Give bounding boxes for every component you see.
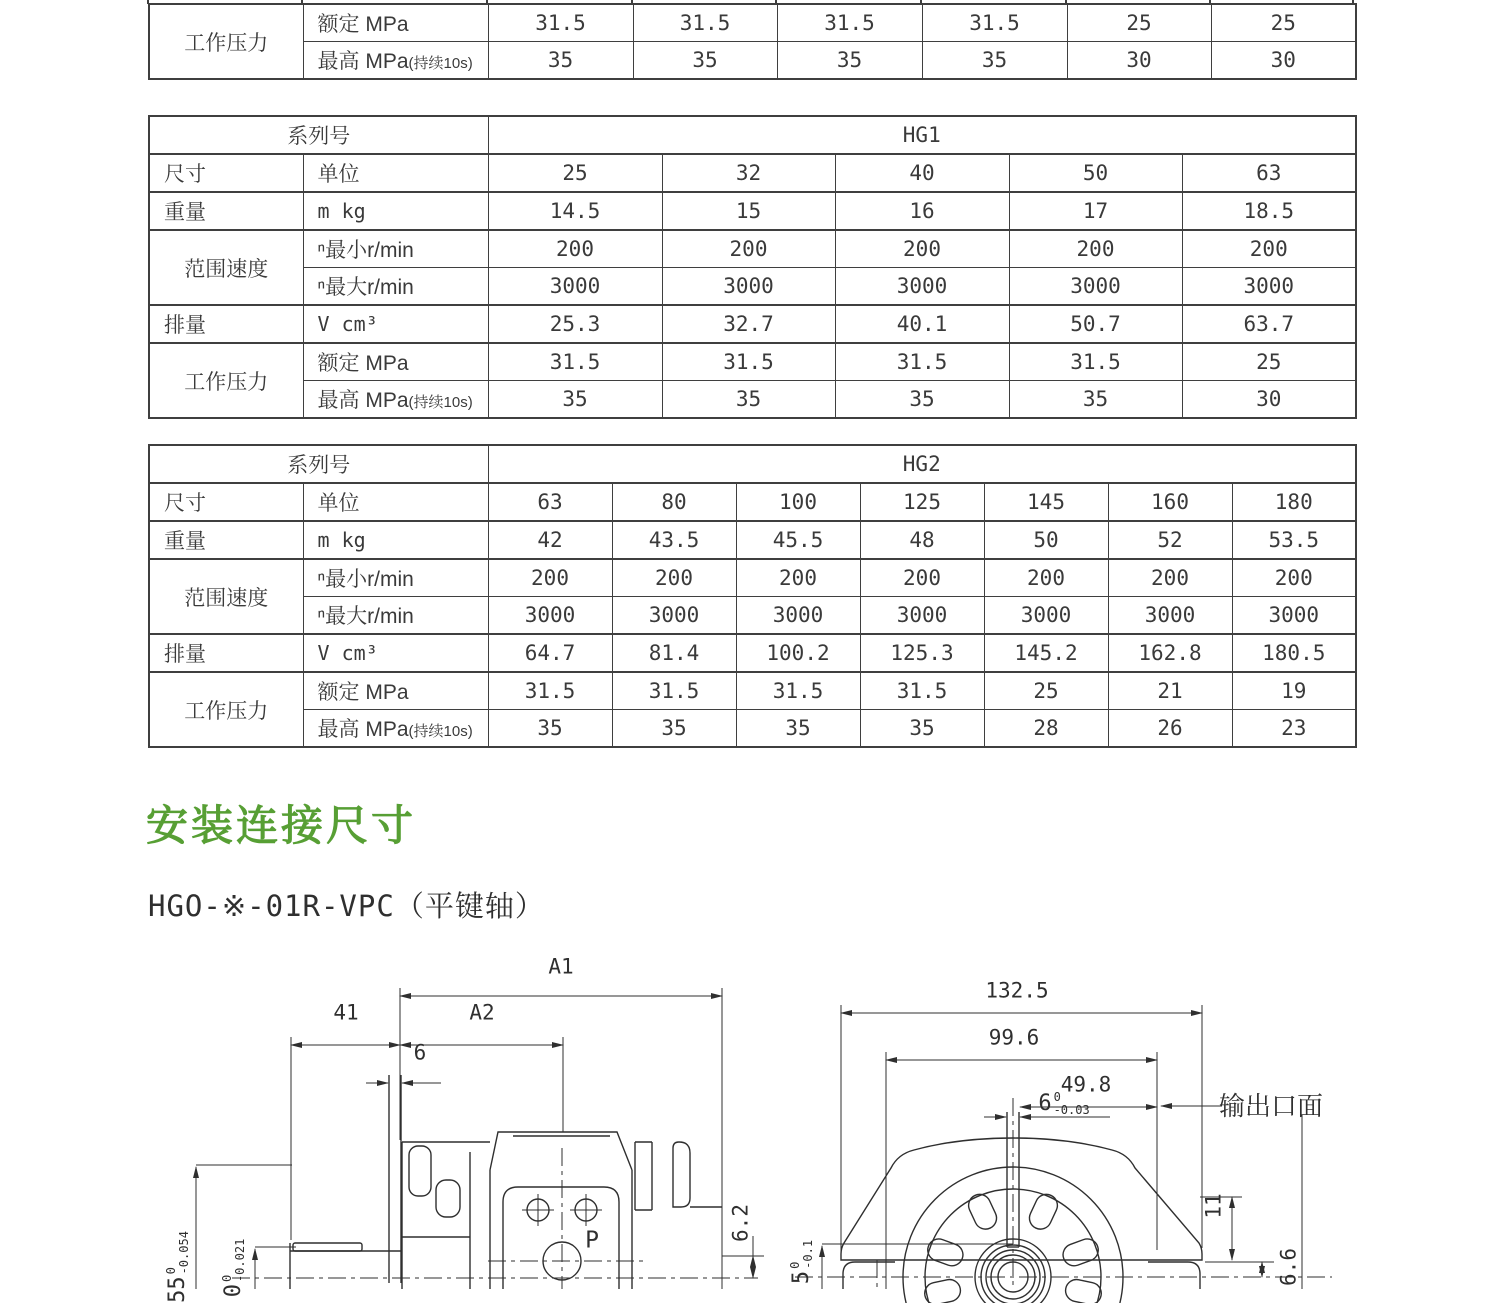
table-cell: 31.5 bbox=[1009, 343, 1182, 381]
table-row bbox=[149, 672, 1356, 710]
table-row bbox=[149, 445, 1356, 483]
row-group-label: 工作压力 bbox=[149, 672, 303, 747]
table-cell: 3000 bbox=[488, 268, 662, 306]
table-cell: 45.5 bbox=[736, 521, 860, 559]
table-cell: 3000 bbox=[1182, 268, 1356, 306]
model-designation: HGO-※-01R-VPC（平键轴） bbox=[148, 889, 545, 923]
table-cell: 25.3 bbox=[488, 305, 662, 343]
table-cell: 35 bbox=[662, 381, 835, 419]
table-cell: 180.5 bbox=[1232, 634, 1356, 672]
table-cell: 31.5 bbox=[835, 343, 1009, 381]
row-label: ⁿ最小r/min bbox=[303, 230, 488, 268]
table-cell: 48 bbox=[860, 521, 984, 559]
table-cell: 50.7 bbox=[1009, 305, 1182, 343]
table-cell: 14.5 bbox=[488, 192, 662, 230]
table-row bbox=[149, 4, 1356, 42]
row-label: 排量 bbox=[149, 634, 303, 672]
table-cell: 42 bbox=[488, 521, 612, 559]
table-cell: 32.7 bbox=[662, 305, 835, 343]
table-cell: 18.5 bbox=[1182, 192, 1356, 230]
table-cell: 3000 bbox=[860, 597, 984, 635]
table-cell: 30 bbox=[1067, 42, 1211, 80]
spec-table-partial bbox=[148, 3, 1357, 80]
row-label: V cm³ bbox=[303, 305, 488, 343]
series-value: HG1 bbox=[488, 116, 1356, 154]
row-group-label: 范围速度 bbox=[149, 230, 303, 305]
table-row bbox=[149, 230, 1356, 268]
table-cell: 3000 bbox=[612, 597, 736, 635]
table-cell: 3000 bbox=[736, 597, 860, 635]
table-cell: 80 bbox=[612, 483, 736, 521]
table-cell: 200 bbox=[984, 559, 1108, 597]
table-cell: 23 bbox=[1232, 710, 1356, 748]
table-cell: 35 bbox=[488, 42, 633, 80]
table-cell: 100.2 bbox=[736, 634, 860, 672]
table-row bbox=[149, 305, 1356, 343]
table-cell: 30 bbox=[1182, 381, 1356, 419]
table-cell: 145 bbox=[984, 483, 1108, 521]
table-cell: 63.7 bbox=[1182, 305, 1356, 343]
table-cell: 200 bbox=[1182, 230, 1356, 268]
table-cell: 35 bbox=[488, 710, 612, 748]
dim-49-8: 49.8 bbox=[1060, 1072, 1112, 1097]
table-row bbox=[149, 483, 1356, 521]
row-label: 重量 bbox=[149, 521, 303, 559]
dim-6-2: 6.2 bbox=[728, 1204, 753, 1242]
table-cell: 3000 bbox=[1009, 268, 1182, 306]
table-cell: 32 bbox=[662, 154, 835, 192]
table-cell: 35 bbox=[860, 710, 984, 748]
table-cell: 200 bbox=[1009, 230, 1182, 268]
row-label: m kg bbox=[303, 192, 488, 230]
table-row bbox=[149, 521, 1356, 559]
row-label: ⁿ最大r/min bbox=[303, 268, 488, 306]
row-label: V cm³ bbox=[303, 634, 488, 672]
table-cell: 30 bbox=[1211, 42, 1356, 80]
table-cell: 63 bbox=[1182, 154, 1356, 192]
outlet-face-label: 输出口面 bbox=[1218, 1091, 1324, 1121]
table-cell: 35 bbox=[612, 710, 736, 748]
table-cell: 200 bbox=[1232, 559, 1356, 597]
dim-base-tol: 5 0 -0.1 bbox=[787, 1239, 815, 1285]
table-cell: 125 bbox=[860, 483, 984, 521]
table-cell: 31.5 bbox=[488, 4, 633, 42]
table-cell: 200 bbox=[662, 230, 835, 268]
row-label: 最高 MPa(持续10s) bbox=[303, 381, 488, 419]
table-cell: 25 bbox=[1211, 4, 1356, 42]
row-label: 额定 MPa bbox=[303, 672, 488, 710]
table-cell: 31.5 bbox=[488, 343, 662, 381]
table-cell: 35 bbox=[633, 42, 777, 80]
table-cell: 25 bbox=[984, 672, 1108, 710]
table-cell: 200 bbox=[835, 230, 1009, 268]
row-label: 尺寸 bbox=[149, 154, 303, 192]
table-cell: 50 bbox=[984, 521, 1108, 559]
table-cell: 160 bbox=[1108, 483, 1232, 521]
series-label: 系列号 bbox=[149, 116, 488, 154]
dim-key-height-tol: 0 0 -0.021 bbox=[219, 1238, 247, 1298]
table-cell: 15 bbox=[662, 192, 835, 230]
table-cell: 17 bbox=[1009, 192, 1182, 230]
table-cell: 35 bbox=[736, 710, 860, 748]
dim-132-5: 132.5 bbox=[985, 978, 1049, 1003]
table-cell: 21 bbox=[1108, 672, 1232, 710]
dim-a2: A2 bbox=[469, 1000, 495, 1025]
dim-99-6: 99.6 bbox=[988, 1025, 1040, 1050]
row-label: 排量 bbox=[149, 305, 303, 343]
table-cell: 200 bbox=[736, 559, 860, 597]
table-cell: 3000 bbox=[835, 268, 1009, 306]
table-cell: 31.5 bbox=[633, 4, 777, 42]
table-cell: 64.7 bbox=[488, 634, 612, 672]
table-cell: 200 bbox=[860, 559, 984, 597]
table-cell: 63 bbox=[488, 483, 612, 521]
dim-11: 11 bbox=[1201, 1193, 1226, 1219]
table-cell: 50 bbox=[1009, 154, 1182, 192]
table-cell: 3000 bbox=[662, 268, 835, 306]
table-cell: 31.5 bbox=[662, 343, 835, 381]
row-label: 最高 MPa(持续10s) bbox=[303, 710, 488, 748]
series-label: 系列号 bbox=[149, 445, 488, 483]
table-row bbox=[149, 597, 1356, 635]
table-cell: 35 bbox=[835, 381, 1009, 419]
table-cell: 3000 bbox=[488, 597, 612, 635]
table-row bbox=[149, 634, 1356, 672]
row-label: 额定 MPa bbox=[303, 4, 488, 42]
table-row bbox=[149, 710, 1356, 748]
row-label: 额定 MPa bbox=[303, 343, 488, 381]
technical-drawing bbox=[140, 940, 1370, 1289]
table-cell: 25 bbox=[1182, 343, 1356, 381]
table-cell: 40 bbox=[835, 154, 1009, 192]
row-label: ⁿ最大r/min bbox=[303, 597, 488, 635]
table-cell: 52 bbox=[1108, 521, 1232, 559]
row-label: ⁿ最小r/min bbox=[303, 559, 488, 597]
table-cell: 25 bbox=[1067, 4, 1211, 42]
table-cell: 81.4 bbox=[612, 634, 736, 672]
table-cell: 16 bbox=[835, 192, 1009, 230]
dim-6: 6 bbox=[413, 1040, 427, 1065]
table-row bbox=[149, 154, 1356, 192]
port-p-label: P bbox=[585, 1227, 599, 1254]
table-cell: 31.5 bbox=[860, 672, 984, 710]
table-cell: 3000 bbox=[1232, 597, 1356, 635]
table-cell: 31.5 bbox=[612, 672, 736, 710]
table-cell: 3000 bbox=[1108, 597, 1232, 635]
table-row bbox=[149, 192, 1356, 230]
table-cell: 35 bbox=[1009, 381, 1182, 419]
table-row bbox=[149, 116, 1356, 154]
dim-6-6: 6.6 bbox=[1276, 1248, 1301, 1286]
table-cell: 100 bbox=[736, 483, 860, 521]
table-row bbox=[149, 42, 1356, 80]
table-cell: 125.3 bbox=[860, 634, 984, 672]
series-value: HG2 bbox=[488, 445, 1356, 483]
row-label: 最高 MPa(持续10s) bbox=[303, 42, 488, 80]
table-cell: 53.5 bbox=[1232, 521, 1356, 559]
section-heading: 安装连接尺寸 bbox=[146, 802, 417, 849]
spec-table-hg1 bbox=[148, 115, 1357, 419]
row-label: 重量 bbox=[149, 192, 303, 230]
table-row bbox=[149, 559, 1356, 597]
table-row bbox=[149, 381, 1356, 419]
row-label: 尺寸 bbox=[149, 483, 303, 521]
dim-41: 41 bbox=[333, 1000, 359, 1025]
table-cell: 200 bbox=[1108, 559, 1232, 597]
row-label: 单位 bbox=[303, 154, 488, 192]
dim-a1: A1 bbox=[548, 954, 574, 979]
table-cell: 145.2 bbox=[984, 634, 1108, 672]
table-cell: 200 bbox=[488, 230, 662, 268]
table-cell: 43.5 bbox=[612, 521, 736, 559]
table-cell: 26 bbox=[1108, 710, 1232, 748]
table-cell: 162.8 bbox=[1108, 634, 1232, 672]
dim-shaft-diameter-tol: 55 0 -0.054 bbox=[163, 1231, 191, 1303]
dim-key-width-tol: 6 0 -0.03 bbox=[1038, 1089, 1090, 1117]
table-cell: 31.5 bbox=[488, 672, 612, 710]
row-label: m kg bbox=[303, 521, 488, 559]
row-group-label: 范围速度 bbox=[149, 559, 303, 634]
table-cell: 28 bbox=[984, 710, 1108, 748]
table-row bbox=[149, 343, 1356, 381]
table-cell: 19 bbox=[1232, 672, 1356, 710]
table-cell: 200 bbox=[612, 559, 736, 597]
spec-table-hg2 bbox=[148, 444, 1357, 748]
row-group-label: 工作压力 bbox=[149, 343, 303, 418]
table-cell: 35 bbox=[922, 42, 1067, 80]
table-row bbox=[149, 268, 1356, 306]
table-cell: 31.5 bbox=[922, 4, 1067, 42]
table-cell: 35 bbox=[488, 381, 662, 419]
table-cell: 31.5 bbox=[777, 4, 922, 42]
table-cell: 31.5 bbox=[736, 672, 860, 710]
table-cell: 25 bbox=[488, 154, 662, 192]
table-cell: 3000 bbox=[984, 597, 1108, 635]
row-label: 单位 bbox=[303, 483, 488, 521]
table-cell: 35 bbox=[777, 42, 922, 80]
table-cell: 40.1 bbox=[835, 305, 1009, 343]
table-cell: 200 bbox=[488, 559, 612, 597]
row-group-label: 工作压力 bbox=[149, 4, 303, 79]
table-cell: 180 bbox=[1232, 483, 1356, 521]
